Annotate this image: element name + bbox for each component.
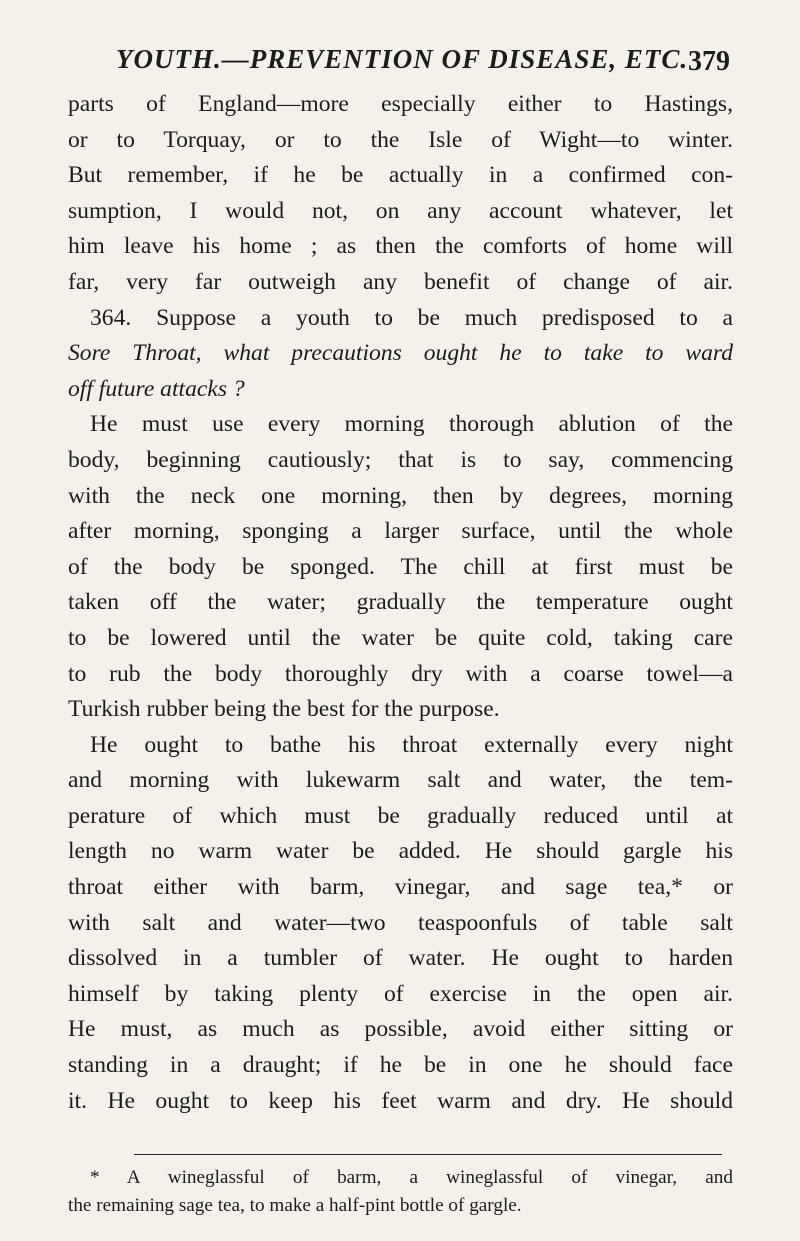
text-line: of the body be sponged. The chill at first must be: [68, 553, 733, 580]
text-line: to rub the body thoroughly dry with a coarse towel—a: [68, 660, 733, 687]
text-line: He must use every morning thorough ablution of the: [90, 411, 733, 438]
text-line: himself by taking plenty of exercise in the open air.: [68, 980, 733, 1007]
text-line: taken off the water; gradually the temperature ought: [68, 589, 733, 616]
text-line: him leave his home ; as then the comforts of home will: [68, 233, 733, 260]
question-line: off future attacks ?: [68, 375, 245, 402]
footnote: [68, 1164, 733, 1220]
page-header: [70, 36, 732, 86]
question-line: 364. Suppose a youth to be much predisposed to a: [90, 304, 733, 331]
question-line: Sore Throat, what precautions ought he to take to ward: [68, 340, 733, 367]
body-text: [68, 87, 733, 1119]
text-line: it. He ought to keep his feet warm and dry. He should: [68, 1087, 733, 1114]
text-line: Turkish rubber being the best for the purpose.: [68, 696, 500, 723]
text-line: He ought to bathe his throat externally every night: [90, 731, 733, 758]
text-line: with the neck one morning, then by degrees, morning: [68, 482, 733, 509]
text-line: or to Torquay, or to the Isle of Wight—to winter.: [68, 126, 733, 153]
footnote-divider: [134, 1154, 722, 1155]
text-line: perature of which must be gradually reduced until at: [68, 802, 733, 829]
text-line: dissolved in a tumbler of water. He ought to harden: [68, 945, 733, 972]
text-line: But remember, if he be actually in a confirmed con-: [68, 162, 733, 189]
text-line: length no warm water be added. He should gargle his: [68, 838, 733, 865]
text-line: to be lowered until the water be quite cold, taking care: [68, 624, 733, 651]
text-line: body, beginning cautiously; that is to say, commencing: [68, 446, 733, 473]
text-line: with salt and water—two teaspoonfuls of table salt: [68, 909, 733, 936]
running-head: YOUTH.—PREVENTION OF DISEASE, ETC.: [116, 44, 689, 74]
text-line: He must, as much as possible, avoid either sitting or: [68, 1016, 733, 1043]
text-line: after morning, sponging a larger surface, until the whole: [68, 518, 733, 545]
text-line: standing in a draught; if he be in one he should face: [68, 1052, 733, 1079]
text-line: sumption, I would not, on any account whatever, let: [68, 197, 733, 224]
text-line: throat either with barm, vinegar, and sage tea,* or: [68, 874, 733, 901]
footnote-line: * A wineglassful of barm, a wineglassful of vinegar, and: [90, 1167, 733, 1188]
text-line: parts of England—more especially either to Hastings,: [68, 91, 733, 117]
footnote-line: the remaining sage tea, to make a half-pint bottle of gargle.: [68, 1195, 522, 1216]
page-number: 379: [688, 46, 730, 77]
text-line: far, very far outweigh any benefit of change of air.: [68, 268, 733, 295]
text-line: and morning with lukewarm salt and water, the tem-: [68, 767, 733, 794]
